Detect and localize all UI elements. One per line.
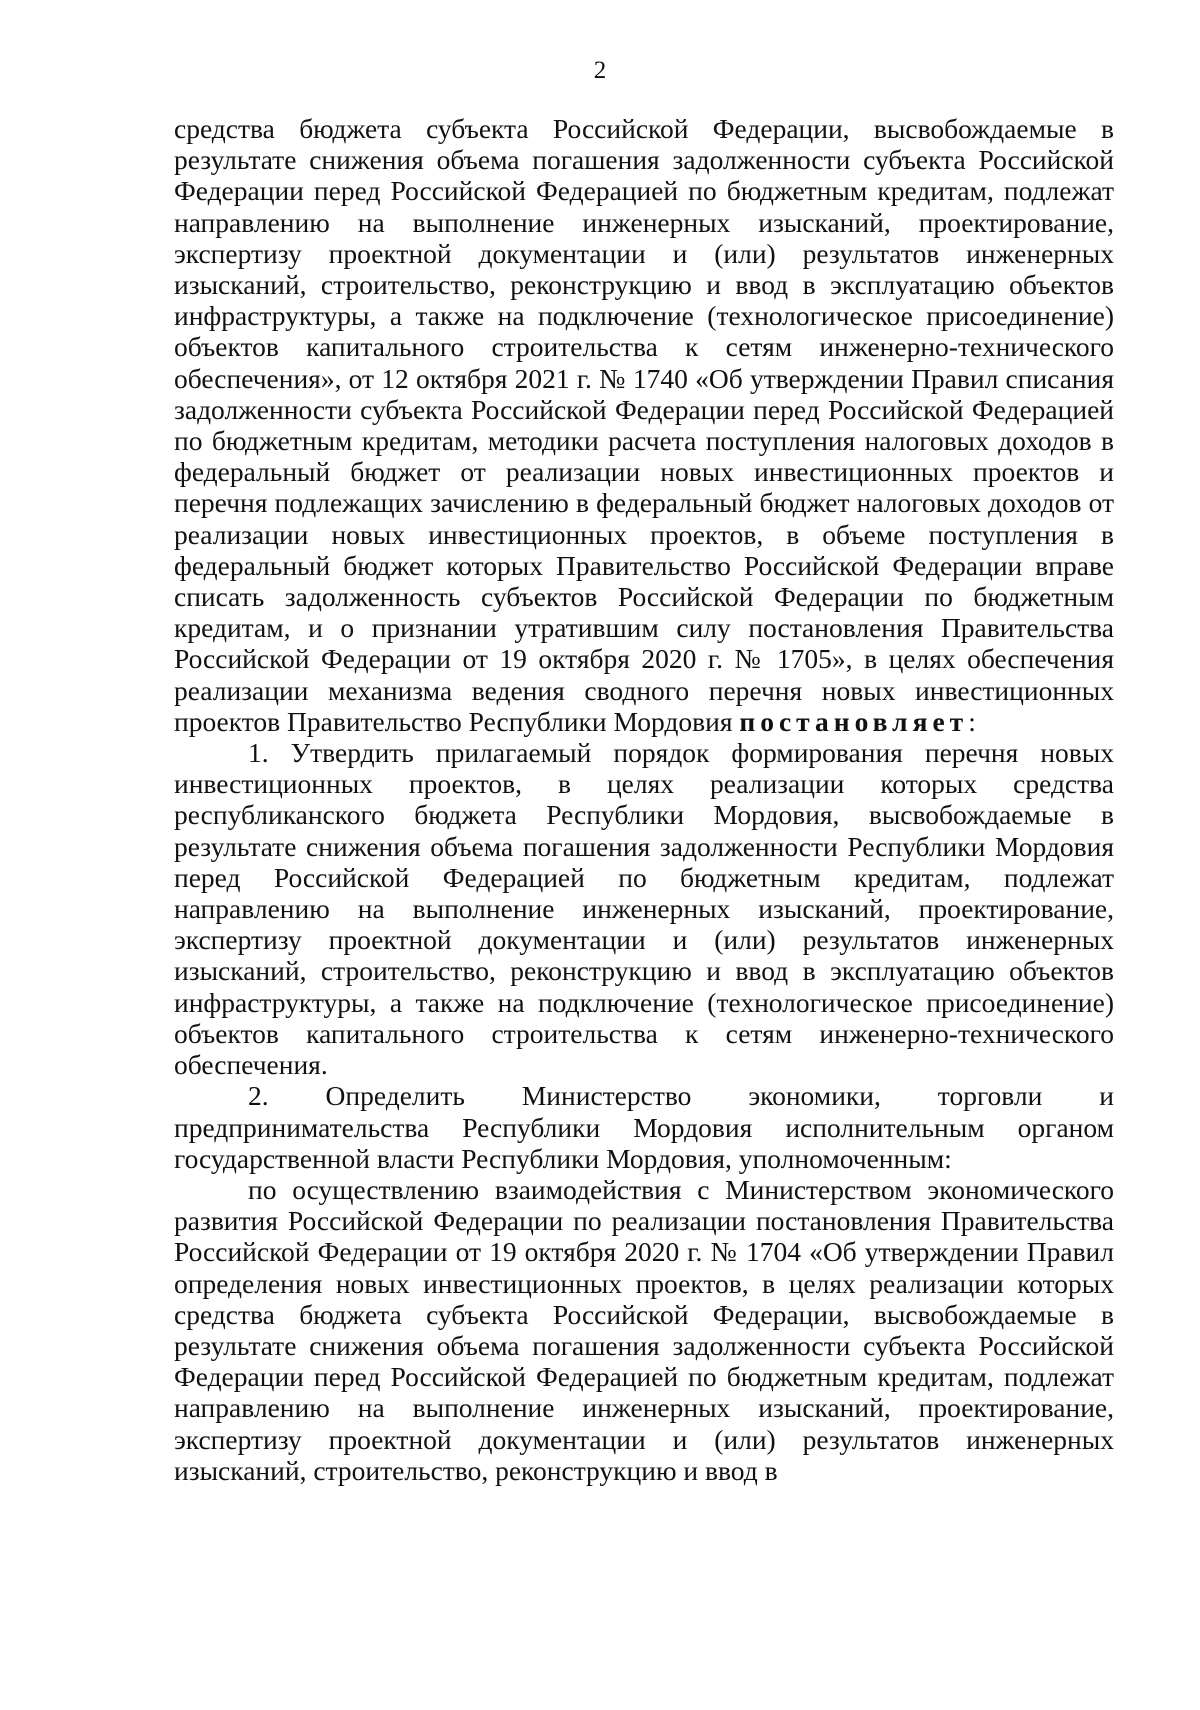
item-1-paragraph: 1. Утвердить прилагаемый порядок формирования перечня новых инвестиционных проектов, в целях реализации которых средства республиканского бюджета Республики Мордовия, высвобождаемые в результате снижения объема погашения задолженности Республики Мордовия перед Российской Федерацией по бюджетным кредитам, подлежат направлению на выполнение инженерных изысканий, проектирование, экспертизу проектной документации и (или) результатов инженерных изысканий, строительство, реконструкцию и ввод в эксплуатацию объектов инфраструктуры, а также на подключение (технологическое присоединение) объектов капитального строительства к сетям инженерно-технического обеспечения.	[174, 737, 1114, 1081]
intro-text: средства бюджета субъекта Российской Федерации, высвобождаемые в результате снижения объема погашения задолженности субъекта Российской Федерации перед Российской Федерацией по бюджетным кредитам, подлежат направлению на выполнение инженерных изысканий, проектирование, экспертизу проектной документации и (или) результатов инженерных изысканий, строительство, реконструкцию и ввод в эксплуатацию объектов инфраструктуры, а также на подключение (технологическое присоединение) объектов капитального строительства к сетям инженерно-технического обеспечения», от 12 октября 2021 г. № 1740 «Об утверждении Правил списания задолженности субъекта Российской Федерации перед Российской Федерацией по бюджетным кредитам, методики расчета поступления налоговых доходов в федеральный бюджет от реализации новых инвестиционных проектов и перечня подлежащих зачислению в федеральный бюджет налоговых доходов от реализации новых инвестиционных проектов, в объеме поступления в федеральный бюджет которых Правительство Российской Федерации вправе списать задолженность субъектов Российской Федерации по бюджетным кредитам, и о признании утратившим силу постановления Правительства Российской Федерации от 19 октября 2020 г. № 1705», в целях обеспечения реализации механизма ведения сводного перечня новых инвестиционных проектов Правительство Республики Мордовия	[174, 113, 1114, 737]
page-number: 2	[593, 57, 607, 84]
item-2-paragraph: 2. Определить Министерство экономики, торговли и предпринимательства Республики Мордовия исполнительным органом государственной власти Республики Мордовия, уполномоченным:	[174, 1080, 1114, 1174]
document-body	[174, 113, 1114, 1486]
subitem-paragraph: по осуществлению взаимодействия с Министерством экономического развития Российской Федерации по реализации постановления Правительства Российской Федерации от 19 октября 2020 г. № 1704 «Об утверждении Правил определения новых инвестиционных проектов, в целях реализации которых средства бюджета субъекта Российской Федерации, высвобождаемые в результате снижения объема погашения задолженности субъекта Российской Федерации перед Российской Федерацией по бюджетным кредитам, подлежат направлению на выполнение инженерных изысканий, проектирование, экспертизу проектной документации и (или) результатов инженерных изысканий, строительство, реконструкцию и ввод в	[174, 1173, 1114, 1486]
decree-colon: :	[968, 705, 976, 737]
decree-word: постановляет	[739, 705, 969, 737]
intro-paragraph	[174, 113, 1114, 737]
